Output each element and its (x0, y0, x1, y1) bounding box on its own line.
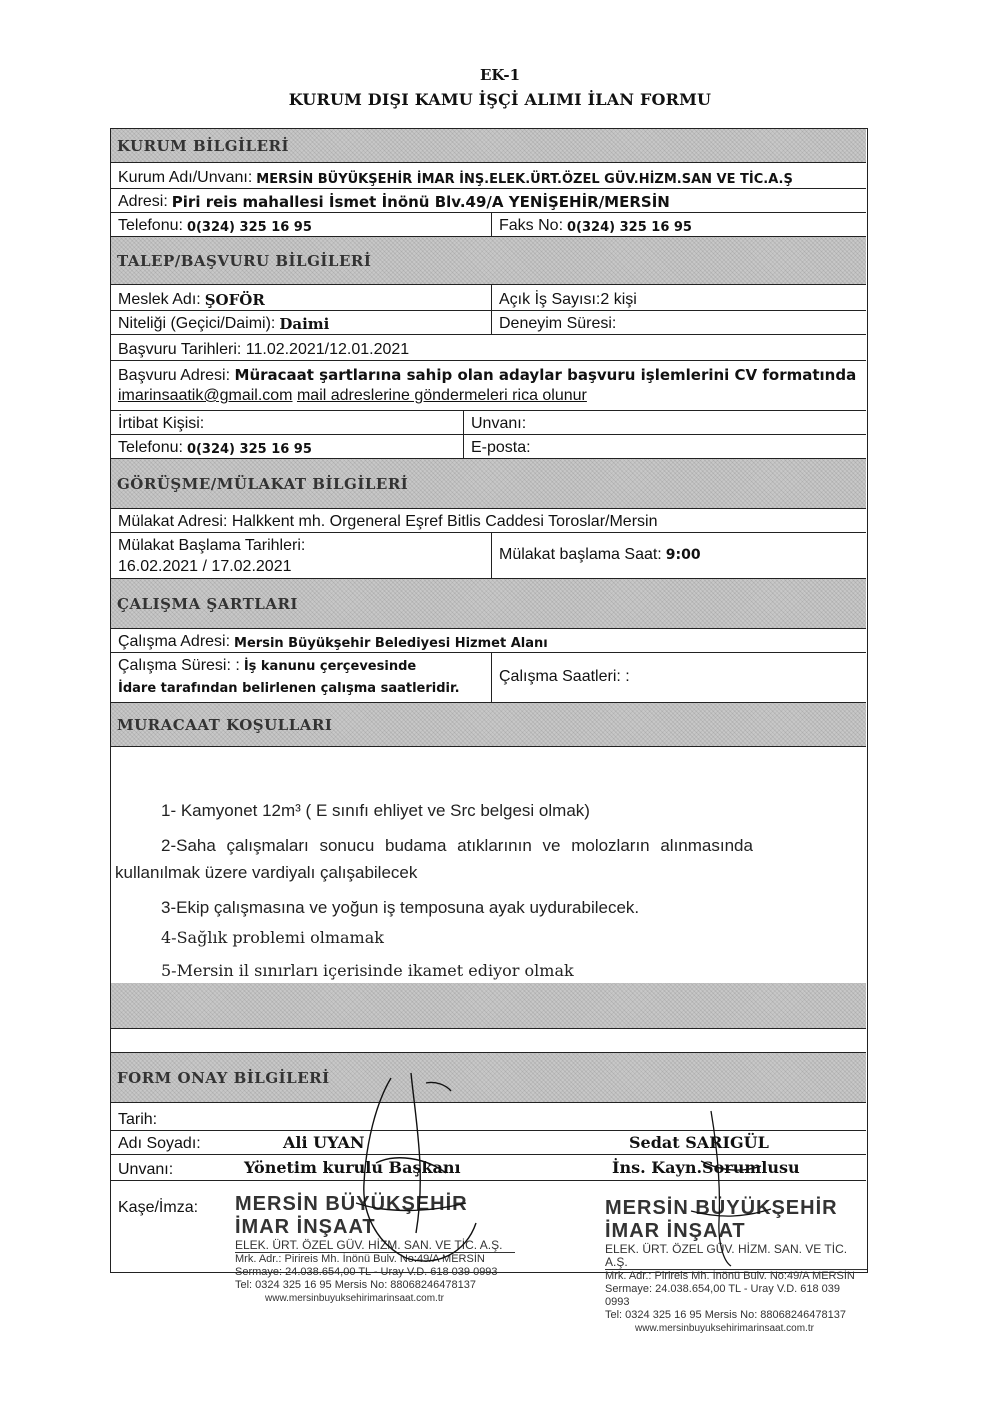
row-basvuru-tarih: Başvuru Tarihleri: 11.02.2021/12.01.2021 (111, 335, 866, 361)
blank-row (111, 1029, 866, 1053)
row-onay-kase: Kaşe/İmza: MERSİN BÜYÜKŞEHİR İMAR İNŞAAT ELEK. ÜRT. ÖZEL GÜV. HİZM. SAN. VE TİC. A.Ş. Mrk. Adr.: Pirireis Mh. İnönü Bulv. No:49/A MERSİN Sermaye: 24.038.654,00 TL - Uray V.D. 618 039 0993 Tel: 0324 325 16 95 Mersis No: 88068246478137 www.mersinbuyuksehirimarinsaat.com.tr MERSİN BÜYÜKŞEHİR İMAR İNŞAAT ELEK. ÜRT. ÖZEL GÜV. HİZM. SAN. VE TİC. A.Ş. Mrk. Adr.: Pirireis Mh. İnönü Bulv. No:49/A MERSİN Sermaye: 24.038.654,00 TL - Uray V.D. 618 039 0993 Tel: 0324 325 16 95 Mersis No: 88068246478137 www.mersinbuyuksehirimarinsaat.com.tr (111, 1181, 866, 1273)
signature-2 (671, 1101, 781, 1271)
row-onay-ad: Adı Soyadı: Ali UYAN Sedat SARIGÜL (111, 1131, 866, 1155)
row-mulakat-tarih: Mülakat Başlama Tarihleri: 16.02.2021 / 17.02.2021 Mülakat başlama Saat: 9:00 (111, 533, 866, 579)
row-kurum-adi: Kurum Adı/Unvanı: MERSİN BÜYÜKŞEHİR İMAR İNŞ.ELEK.ÜRT.ÖZEL GÜV.HİZM.SAN VE TİC.A.Ş (111, 163, 866, 189)
row-mulakat-adres: Mülakat Adresi: Halkkent mh. Orgeneral Eşref Bitlis Caddesi Toroslar/Mersin (111, 509, 866, 533)
person2-title: İns. Kayn.Sorumlusu (612, 1158, 800, 1177)
row-basvuru-adres: Başvuru Adresi: Müracaat şartlarına sahip olan adaylar başvuru işlemlerini CV formatında imarinsaatik@gmail.com mail adreslerine göndermeleri rica olunur (111, 361, 866, 411)
blank-shaded-band (111, 983, 866, 1029)
section-talep: TALEP/BAŞVURU BİLGİLERİ (111, 237, 866, 285)
company-stamp-2: MERSİN BÜYÜKŞEHİR İMAR İNŞAAT ELEK. ÜRT. ÖZEL GÜV. HİZM. SAN. VE TİC. A.Ş. Mrk. Adr.: Pirireis Mh. İnönü Bulv. No:49/A MERSİN Sermaye: 24.038.654,00 TL - Uray V.D. 618 039 0993 Tel: 0324 325 16 95 Mersis No: 88068246478137 www.mersinbuyuksehirimarinsaat.com.tr (605, 1197, 867, 1335)
row-irtibat: İrtibat Kişisi: Unvanı: (111, 411, 866, 435)
signature-1 (316, 1063, 496, 1273)
form-title: KURUM DIŞI KAMU İŞÇİ ALIMI İLAN FORMU (288, 90, 712, 109)
condition-3: 3-Ekip çalışmasına ve yoğun iş temposuna ayak uydurabilecek. (161, 898, 640, 917)
condition-2: 2-Saha çalışmaları sonucu budama atıklarının ve molozların alınmasında (161, 836, 753, 855)
row-kurum-adres: Adresi: Piri reis mahallesi İsmet İnönü Blv.49/A YENİŞEHİR/MERSİN (111, 189, 866, 213)
condition-5: 5-Mersin il sınırları içerisinde ikamet ediyor olmak (161, 961, 574, 980)
company-stamp-1: MERSİN BÜYÜKŞEHİR İMAR İNŞAAT ELEK. ÜRT. ÖZEL GÜV. HİZM. SAN. VE TİC. A.Ş. Mrk. Adr.: Pirireis Mh. İnönü Bulv. No:49/A MERSİN Sermaye: 24.038.654,00 TL - Uray V.D. 618 039 0993 Tel: 0324 325 16 95 Mersis No: 88068246478137 www.mersinbuyuksehirimarinsaat.com.tr (235, 1193, 515, 1305)
row-onay-tarih: Tarih: (111, 1103, 866, 1131)
condition-2-cont: kullanılmak üzere vardiyalı çalışabilecek (115, 863, 418, 882)
conditions-block (111, 747, 866, 983)
person1-name: Ali UYAN (283, 1133, 365, 1152)
form-code: EK-1 (479, 66, 521, 84)
section-onay: FORM ONAY BİLGİLERİ (111, 1053, 866, 1103)
section-gorusme: GÖRÜŞME/MÜLAKAT BİLGİLERİ (111, 459, 866, 509)
section-calisma: ÇALIŞMA ŞARTLARI (111, 579, 866, 629)
row-onay-unvan: Unvanı: Yönetim kurulu Başkanı İns. Kayn.Sorumlusu (111, 1155, 866, 1181)
section-muracaat: MURACAAT KOŞULLARI (111, 703, 866, 747)
row-calisma-adres: Çalışma Adresi: Mersin Büyükşehir Belediyesi Hizmet Alanı (111, 629, 866, 653)
row-kurum-telefon: Telefonu: 0(324) 325 16 95 Faks No: 0(324) 325 16 95 (111, 213, 866, 237)
row-nitelik: Niteliği (Geçici/Daimi): Daimi Deneyim Süresi: (111, 311, 866, 335)
person1-title: Yönetim kurulu Başkanı (244, 1158, 461, 1177)
person2-name: Sedat SARIGÜL (629, 1133, 769, 1152)
announcement-form (110, 128, 868, 1334)
row-meslek: Meslek Adı: ŞOFÖR Açık İş Sayısı:2 kişi (111, 285, 866, 311)
condition-4: 4-Sağlık problemi olmamak (161, 928, 384, 947)
row-calisma-sure: Çalışma Süresi: : İş kanunu çerçevesinde İdare tarafından belirlenen çalışma saatleridir. Çalışma Saatleri: : (111, 653, 866, 703)
condition-1: 1- Kamyonet 12m³ ( E sınıfı ehliyet ve Src belgesi olmak) (161, 801, 590, 820)
section-kurum: KURUM BİLGİLERİ (111, 129, 866, 163)
row-irtibat-telefon: Telefonu: 0(324) 325 16 95 E-posta: (111, 435, 866, 459)
